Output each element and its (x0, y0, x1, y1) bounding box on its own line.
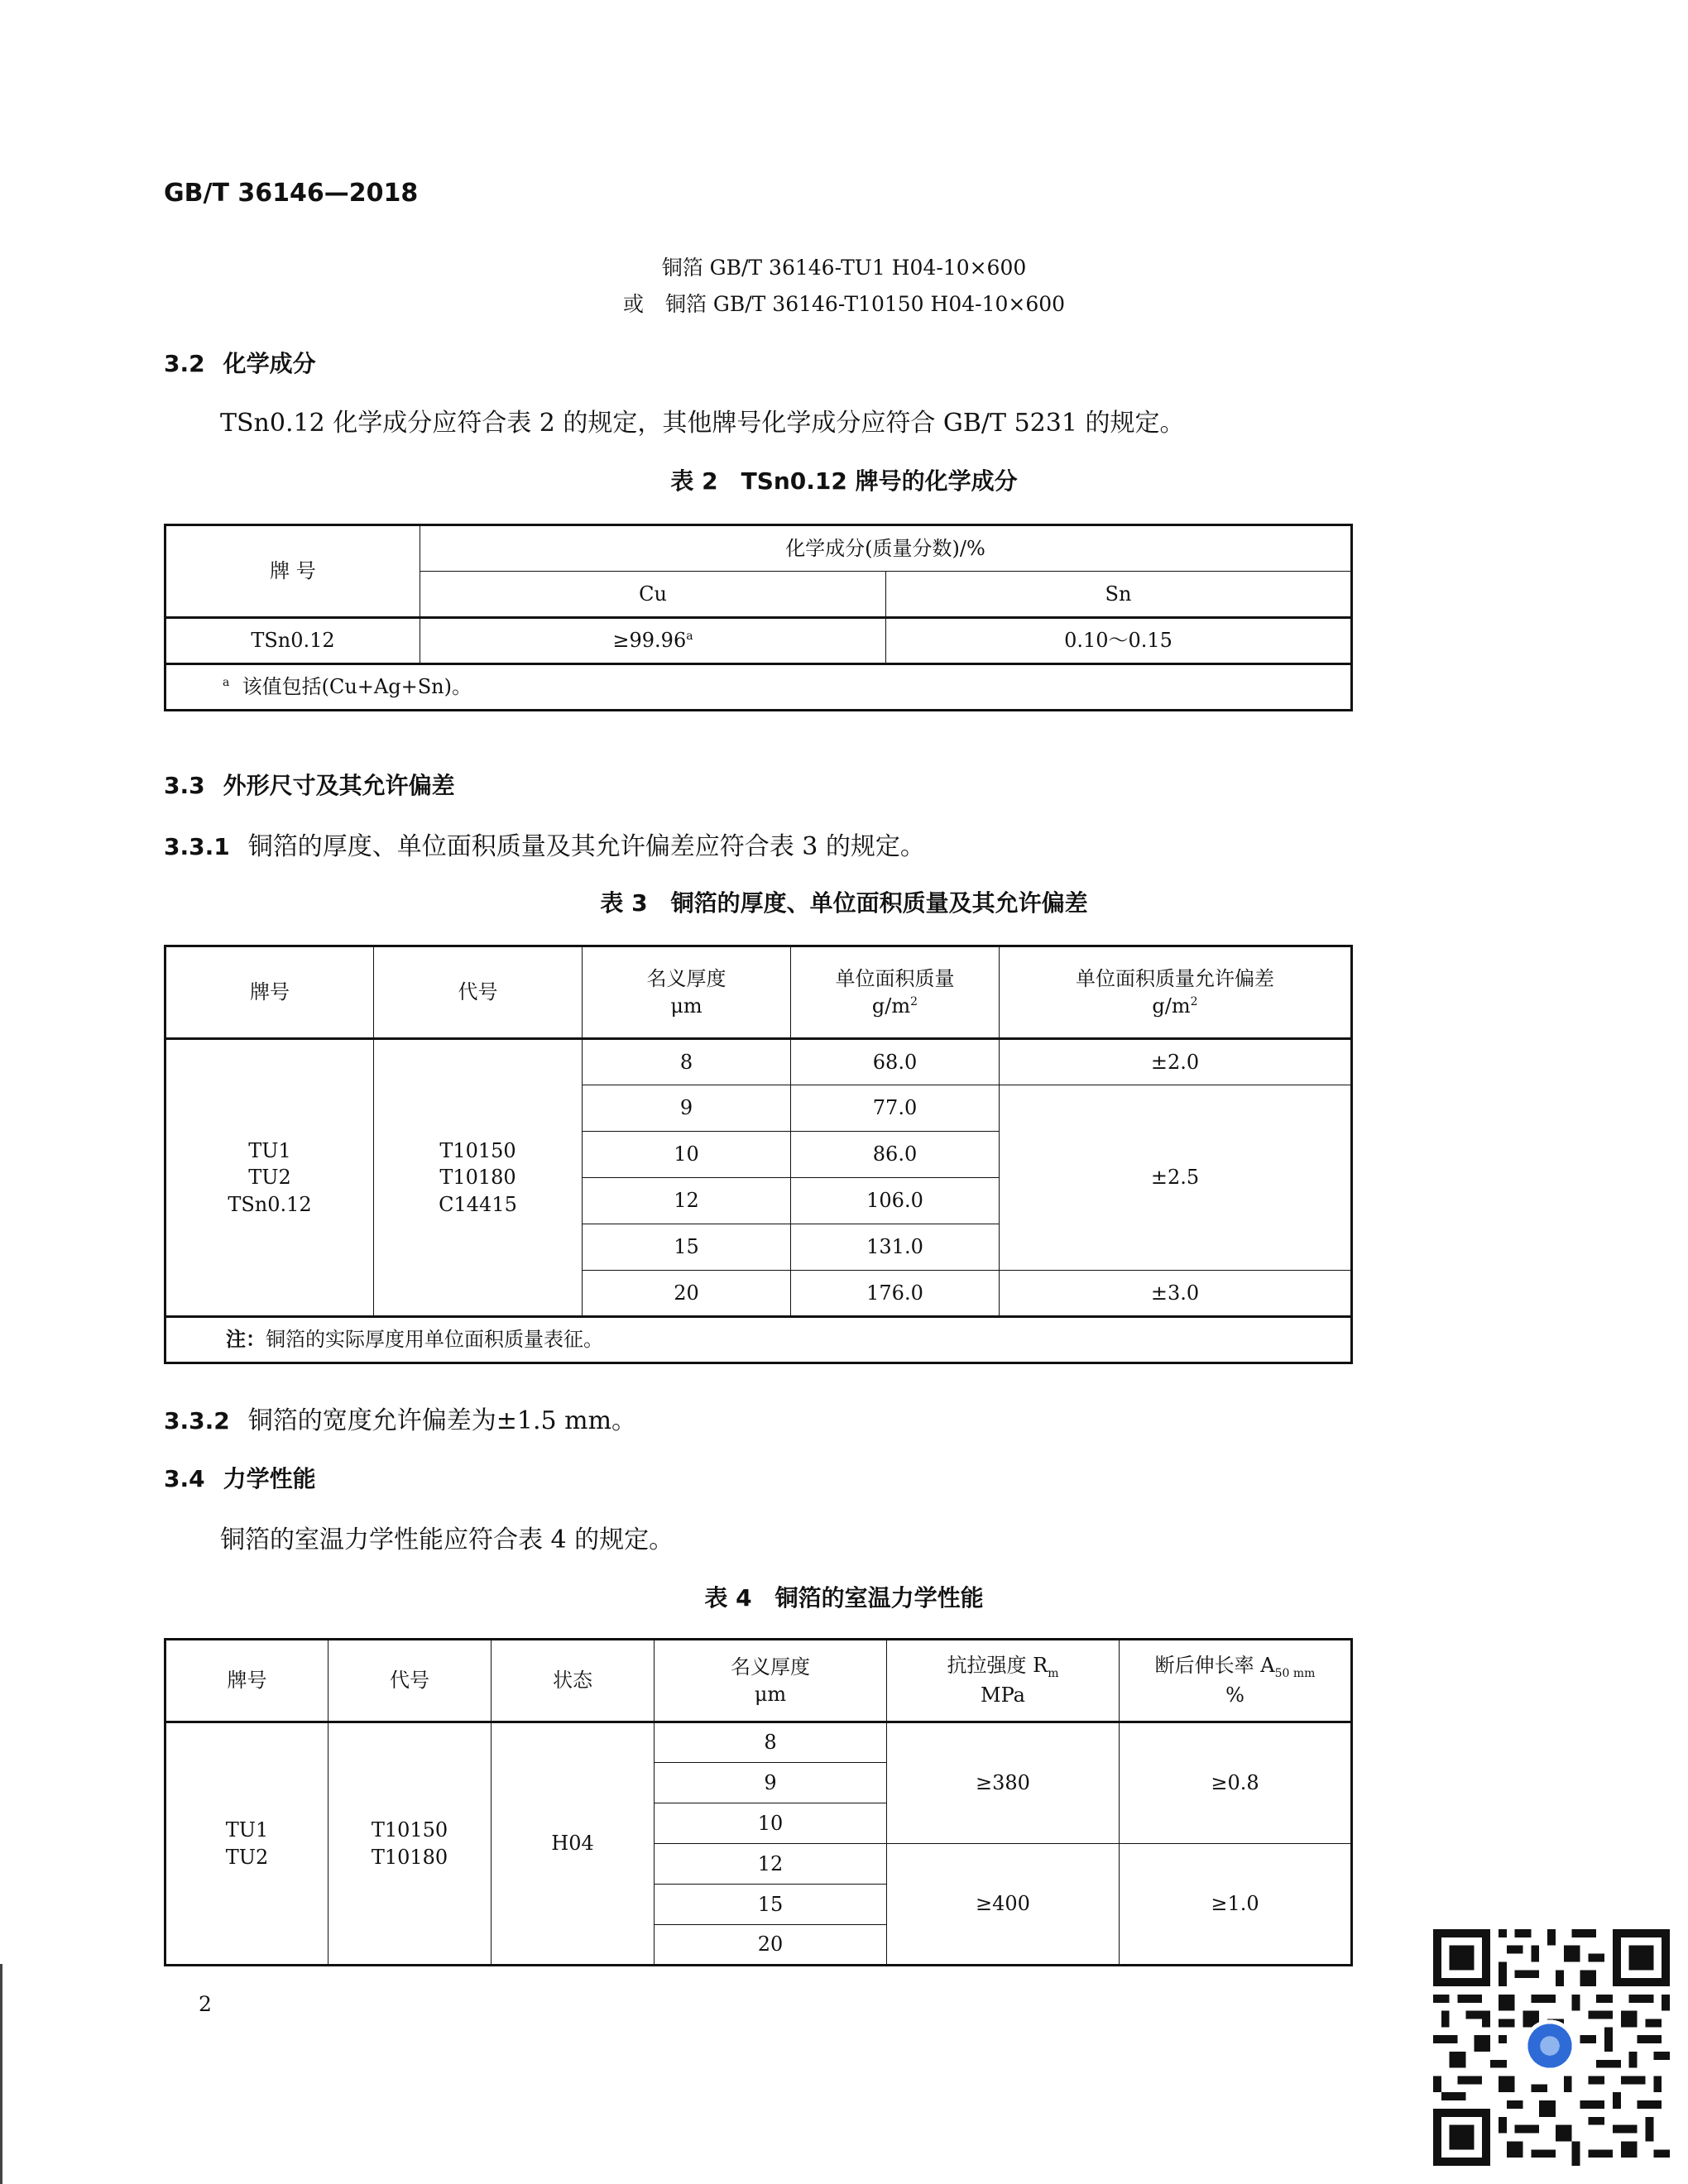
section-3-3-1-paragraph (164, 826, 925, 862)
t3-thickness: 8 (583, 1039, 791, 1085)
t2-cu-value: ≥99.96 (612, 629, 687, 653)
table-3-title (0, 885, 1688, 918)
t3-grade: TU2 (248, 1166, 291, 1190)
t3-mass: 106.0 (791, 1178, 1000, 1224)
t3-header-grade: 牌号 (165, 946, 374, 1039)
t2-header-sn: Sn (886, 572, 1352, 618)
marking-or: 或 (622, 292, 644, 316)
t4-state: H04 (492, 1722, 655, 1966)
table-2-title (0, 463, 1688, 496)
document-id: GB/T 36146—2018 (164, 179, 419, 208)
t4-tensile-label: 抗拉强度 R (947, 1654, 1048, 1678)
t4-thickness: 15 (655, 1885, 887, 1925)
t3-code: C14415 (439, 1192, 517, 1216)
table-caption: 铜箔的厚度、单位面积质量及其允许偏差 (670, 889, 1088, 917)
t3-codes-cell (374, 1039, 583, 1317)
t3-mass-unit: g/m (871, 994, 911, 1018)
t3-header-deviation (1000, 946, 1352, 1039)
table-2 (164, 524, 1353, 711)
t4-thickness-unit: μm (754, 1682, 787, 1706)
t4-elongation-unit: % (1225, 1684, 1244, 1707)
table-4 (164, 1638, 1353, 1966)
marking-example-2 (0, 288, 1688, 318)
marking-line-1: 铜箔 GB/T 36146-TU1 H04-10×600 (661, 256, 1027, 280)
page-edge-divider (0, 1964, 2, 2184)
t4-thickness: 10 (655, 1803, 887, 1844)
t2-header-cu: Cu (420, 572, 886, 618)
t3-mass: 77.0 (791, 1085, 1000, 1132)
t2-cell-cu (420, 618, 886, 664)
t3-code: T10180 (439, 1166, 516, 1190)
t3-deviation-label: 单位面积质量允许偏差 (1076, 967, 1274, 991)
page-number: 2 (199, 1992, 212, 2016)
t2-cell-grade: TSn0.12 (165, 618, 420, 664)
section-title: 外形尺寸及其允许偏差 (223, 772, 455, 799)
clause-number: 3.3.2 (164, 1407, 230, 1434)
section-3-4-heading (164, 1461, 316, 1494)
t3-deviation: ±3.0 (1000, 1271, 1352, 1317)
t3-thickness: 9 (583, 1085, 791, 1132)
t3-note-label: 注： (226, 1328, 266, 1352)
t3-deviation-unit-sup: 2 (1190, 994, 1198, 1008)
t3-grades-cell (165, 1039, 374, 1317)
t3-code: T10150 (439, 1138, 516, 1162)
t4-codes-cell (328, 1722, 492, 1966)
t3-header-code: 代号 (374, 946, 583, 1039)
qr-code-icon[interactable] (1433, 1928, 1670, 2167)
t4-tensile-sub: m (1048, 1667, 1059, 1681)
t3-deviation-unit: g/m (1152, 994, 1191, 1018)
t2-cu-footnote-mark: a (686, 630, 693, 644)
clause-text: 铜箔的宽度允许偏差为±1.5 mm。 (247, 1406, 637, 1435)
t3-header-mass (791, 946, 1000, 1039)
table-number: 表 4 (704, 1584, 752, 1612)
t3-note-text: 铜箔的实际厚度用单位面积质量表征。 (266, 1328, 603, 1352)
t3-deviation: ±2.5 (1000, 1085, 1352, 1271)
t4-tensile: ≥400 (887, 1844, 1120, 1966)
t4-grade: TU2 (225, 1845, 269, 1869)
clause-text: 铜箔的厚度、单位面积质量及其允许偏差应符合表 3 的规定。 (247, 832, 925, 861)
t4-thickness: 12 (655, 1844, 887, 1885)
t3-thickness-unit: μm (670, 994, 703, 1018)
t3-header-thickness (583, 946, 791, 1039)
t2-footnote-mark: a (223, 676, 230, 690)
t3-grade: TSn0.12 (228, 1192, 312, 1216)
t4-header-state: 状态 (492, 1640, 655, 1722)
section-title: 化学成分 (223, 350, 316, 377)
section-3-4-paragraph: 铜箔的室温力学性能应符合表 4 的规定。 (220, 1525, 674, 1554)
t3-note (165, 1317, 1352, 1363)
t4-thickness: 8 (655, 1722, 887, 1763)
t4-header-elongation (1120, 1640, 1352, 1722)
t3-mass: 131.0 (791, 1224, 1000, 1271)
t2-footnote-text: 该值包括(Cu+Ag+Sn)。 (242, 675, 472, 699)
t3-deviation: ±2.0 (1000, 1039, 1352, 1085)
t4-header-grade: 牌号 (165, 1640, 328, 1722)
section-number: 3.4 (164, 1465, 205, 1492)
t2-header-grade: 牌 号 (165, 525, 420, 618)
t3-mass: 68.0 (791, 1039, 1000, 1085)
t4-header-thickness (655, 1640, 887, 1722)
table-caption: 铜箔的室温力学性能 (774, 1584, 984, 1612)
t4-tensile-unit: MPa (981, 1684, 1025, 1707)
t4-thickness: 9 (655, 1763, 887, 1803)
table-4-title (0, 1580, 1688, 1613)
t3-grade: TU1 (248, 1138, 291, 1162)
marking-line-2: 铜箔 GB/T 36146-T10150 H04-10×600 (664, 292, 1066, 316)
t4-code: T10150 (371, 1818, 448, 1842)
section-3-2-paragraph: TSn0.12 化学成分应符合表 2 的规定，其他牌号化学成分应符合 GB/T 5231 的规定。 (220, 409, 1185, 438)
table-number: 表 2 (670, 467, 718, 495)
clause-number: 3.3.1 (164, 833, 230, 860)
t3-thickness: 20 (583, 1271, 791, 1317)
t4-header-code: 代号 (328, 1640, 492, 1722)
t4-thickness: 20 (655, 1925, 887, 1966)
t3-thickness: 15 (583, 1224, 791, 1271)
t3-thickness-label: 名义厚度 (646, 967, 727, 991)
section-number: 3.3 (164, 772, 205, 799)
t4-header-tensile (887, 1640, 1120, 1722)
t2-header-composition: 化学成分(质量分数)/% (420, 525, 1352, 572)
t3-thickness: 10 (583, 1132, 791, 1178)
t3-mass-unit-sup: 2 (910, 994, 918, 1008)
t4-elongation: ≥0.8 (1120, 1722, 1352, 1844)
t3-mass-label: 单位面积质量 (835, 967, 955, 991)
table-caption: TSn0.12 牌号的化学成分 (741, 467, 1018, 495)
section-3-3-2-paragraph (164, 1400, 636, 1436)
marking-example-1 (0, 251, 1688, 281)
section-title: 力学性能 (223, 1465, 316, 1492)
section-3-2-heading (164, 346, 316, 379)
t4-elongation-sub: 50 mm (1274, 1667, 1316, 1681)
t2-footnote (165, 664, 1352, 711)
section-number: 3.2 (164, 350, 205, 377)
t4-grades-cell (165, 1722, 328, 1966)
t4-code: T10180 (371, 1845, 448, 1869)
t3-mass: 176.0 (791, 1271, 1000, 1317)
t4-elongation: ≥1.0 (1120, 1844, 1352, 1966)
t3-thickness: 12 (583, 1178, 791, 1224)
t4-grade: TU1 (225, 1818, 269, 1842)
table-number: 表 3 (600, 889, 648, 917)
t4-elongation-label: 断后伸长率 A (1154, 1654, 1275, 1678)
t2-cell-sn: 0.10～0.15 (886, 618, 1352, 664)
section-3-3-heading (164, 768, 455, 801)
t4-tensile: ≥380 (887, 1722, 1120, 1844)
t4-thickness-label: 名义厚度 (731, 1655, 810, 1679)
table-3 (164, 945, 1353, 1364)
t3-mass: 86.0 (791, 1132, 1000, 1178)
